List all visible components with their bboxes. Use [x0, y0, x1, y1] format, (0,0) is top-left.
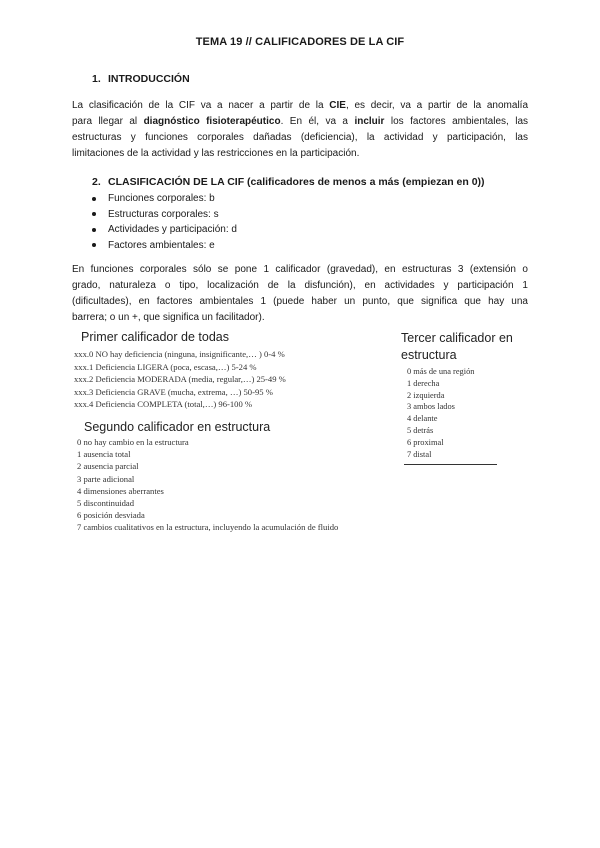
list-item: xxx.1 Deficiencia LIGERA (poca, escasa,…) 5-24 % [74, 361, 257, 372]
intro-paragraph [72, 98, 528, 162]
list-item: 6 posición desviada [77, 510, 145, 521]
list-item: Factores ambientales: e [92, 238, 237, 254]
list-item: 0 no hay cambio en la estructura [77, 437, 189, 447]
first-qualifier-title: Primer calificador de todas [81, 330, 229, 344]
list-item: 1 derecha [407, 378, 440, 388]
list-item: Actividades y participación: d [92, 222, 237, 238]
bullet-icon [92, 228, 96, 232]
section-2-title: CLASIFICACIÓN DE LA CIF (calificadores de menos a más (empiezan en 0)) [108, 176, 485, 188]
list-item: 4 dimensiones aberrantes [77, 485, 164, 496]
divider [404, 464, 497, 465]
section-2-number: 2. [92, 176, 101, 188]
paragraph-line: La clasificación de la CIF va a nacer a partir de la CIE, es decir, va a partir de la anomalía [72, 100, 529, 111]
bullet-icon [92, 212, 96, 216]
paragraph-line: barrera; o un +, que significa un facilitador). [72, 312, 265, 323]
second-qualifier-title: Segundo calificador en estructura [84, 420, 271, 434]
paragraph-line: estructuras y funciones corporales dañadas (deficiencia), la actividad y participación, las [72, 132, 528, 143]
paragraph-line: limitaciones de la actividad y las restricciones en la participación. [72, 148, 360, 159]
section-1-number: 1. [92, 73, 101, 85]
list-item: xxx.4 Deficiencia COMPLETA (total,…) 96-100 % [74, 399, 253, 409]
bullet-icon [92, 243, 96, 247]
list-item: xxx.0 NO hay deficiencia (ninguna, insignificante,… ) 0-4 % [74, 349, 285, 359]
bullet-icon [92, 197, 96, 201]
second-qualifier-list [77, 436, 338, 534]
qualifiers-paragraph [72, 262, 528, 326]
list-item: 7 distal [407, 449, 432, 459]
page-title: TEMA 19 // CALIFICADORES DE LA CIF [195, 36, 405, 48]
list-item: Estructuras corporales: s [92, 207, 237, 223]
list-item: 5 detrás [407, 425, 434, 435]
paragraph-line: grado, naturaleza o tipo, localización de la disfunción), en actividades y participación 1 [72, 280, 528, 291]
list-item: xxx.3 Deficiencia GRAVE (mucha, extrema, …) 50-95 % [74, 386, 273, 397]
first-qualifier-list [74, 348, 286, 411]
paragraph-line: para llegar al diagnóstico fisioterapéutico. En él, va a incluir los factores ambientales, las [72, 116, 529, 127]
section-2-heading [92, 176, 485, 188]
list-item: xxx.2 Deficiencia MODERADA (media, regular,…) 25-49 % [74, 374, 286, 384]
cif-components-list [92, 191, 237, 253]
list-item: 3 parte adicional [77, 473, 135, 484]
list-item: 3 ambos lados [407, 402, 455, 412]
paragraph-line: (dificultades), en factores ambientales 1 (puede haber un punto, que significa que hay una [72, 296, 528, 307]
list-item: 0 más de una región [407, 367, 475, 376]
list-item: Funciones corporales: b [92, 191, 237, 207]
list-item: 6 proximal [407, 437, 444, 447]
third-qualifier-title: Tercer calificador en estructura [401, 331, 513, 362]
section-1-title: INTRODUCCIÓN [108, 73, 190, 85]
list-item: 7 cambios cualitativos en la estructura, incluyendo la acumulación de fluido [77, 522, 339, 533]
list-item: 2 izquierda [407, 390, 445, 400]
list-item: 5 discontinuidad [77, 498, 135, 509]
list-item: 2 ausencia parcial [77, 461, 139, 472]
paragraph-line: En funciones corporales sólo se pone 1 calificador (gravedad), en estructuras 3 (extensión o [72, 264, 528, 275]
section-1-heading [92, 73, 190, 85]
third-qualifier-list [407, 366, 474, 460]
list-item: 1 ausencia total [77, 449, 131, 460]
list-item: 4 delante [407, 414, 438, 424]
